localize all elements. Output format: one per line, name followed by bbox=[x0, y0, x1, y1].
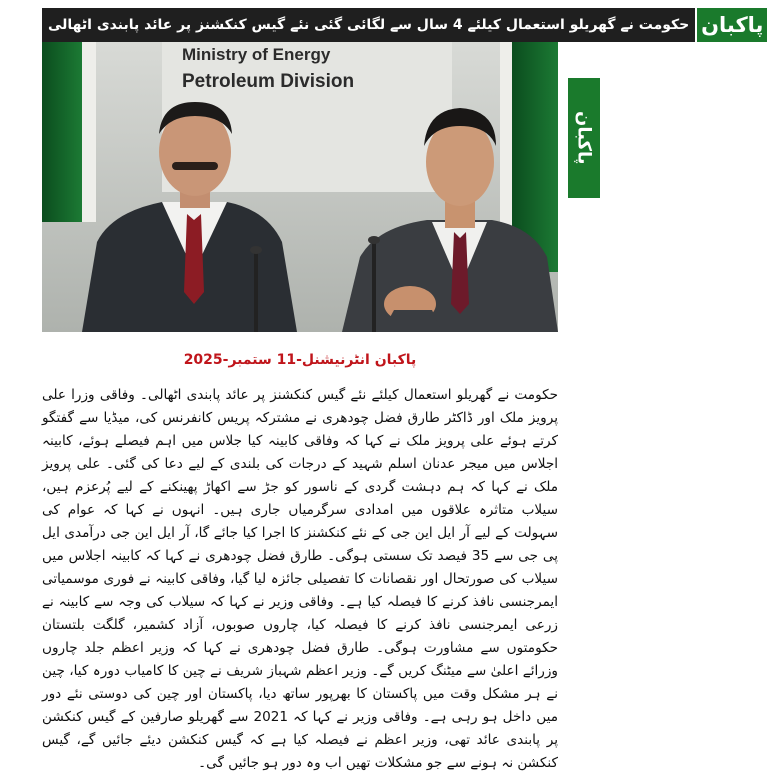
headline-bar bbox=[42, 8, 764, 42]
photo-illustration bbox=[42, 42, 558, 332]
flag-left bbox=[42, 42, 82, 222]
side-brand-tag: پاکبان bbox=[568, 78, 600, 198]
press-conference-photo bbox=[42, 42, 558, 332]
backdrop-line-2: Petroleum Division bbox=[182, 70, 355, 92]
brand-tag: پاکبان bbox=[695, 8, 767, 42]
dateline: پاکبان انٹرنیشنل-11 ستمبر-2025 bbox=[183, 352, 417, 368]
article-body: حکومت نے گھریلو استعمال کیلئے نئے گیس کنکشنز پر عائد پابندی اٹھالی۔ وفاقی وزرا علی پرویز ملک اور ڈاکٹر طارق فضل چودھری نے مشترکہ پریس کانفرنس کی، میڈیا سے گفتگو کرتے ہوئے علی پرویز ملک نے کہا کہ وفاقی کابینہ کیا جلاس میں اہم فیصلے ہوئے، کابینہ اجلاس میں میجر عدنان اسلم شہید کے درجات کی بلندی کے لیے دعا کی گئی۔ علی پرویز ملک نے کہا کہ ہم دہشت گردی کے ناسور کو جڑ سے اکھاڑ پھینکنے کے لیے پُرعزم ہیں، سیلاب متاثرہ علاقوں میں امدادی سرگرمیاں جاری ہیں۔ انہوں نے کہا کہ عوام کی سہولت کے لیے آر ایل این جی کے نئے کنکشنز کا اجرا کیا جائے گا، آر ایل این جی درآمدی ایل پی جی سے 35 فیصد تک سستی ہوگی۔ طارق فضل چودھری نے کہا کہ کابینہ اجلاس میں سیلاب کی صورتحال اور نقصانات کا تفصیلی جائزہ لیا گیا، وفاقی کابینہ نے فوری موسمیاتی ایمرجنسی نافذ کرنے کا فیصلہ کیا ہے۔ وفاقی وزیر نے کہا کہ سیلاب کی وجہ سے کابینہ نے زرعی ایمرجنسی نافذ کرنے کا فیصلہ کیا، چاروں صوبوں، آزاد کشمیر، گلگت بلتستان حکومتوں سے مشاورت ہوگی۔ طارق فضل چودھری نے کہا کہ وزیر اعظم جلد چاروں وزرائے اعلیٰ سے میٹنگ کریں گے۔ وزیر اعظم شہباز شریف نے چین کا کامیاب دورہ کیا، چین نے ہر مشکل وقت میں پاکستان کا بھرپور ساتھ دیا، پاکستان اور چین کی دوستی نئے دور میں داخل ہو رہی ہے۔ وفاقی وزیر نے کہا کہ 2021 سے گھریلو صارفین کے گیس کنکشن پر پابندی عائد تھی، وزیر اعظم نے فیصلہ کیا ہے کہ گیس کنکشن دیئے جائیں گے، گیس کنکشن نہ ہونے سے جو مشکلات تھیں اب وہ دور ہو جائیں گی۔ bbox=[42, 387, 558, 771]
headline-text: حکومت نے گھریلو استعمال کیلئے 4 سال سے لگائی گئی نئے گیس کنکشنز پر عائد پابندی اٹھالی bbox=[42, 8, 695, 42]
backdrop-line-1: Ministry of Energy bbox=[182, 45, 331, 64]
